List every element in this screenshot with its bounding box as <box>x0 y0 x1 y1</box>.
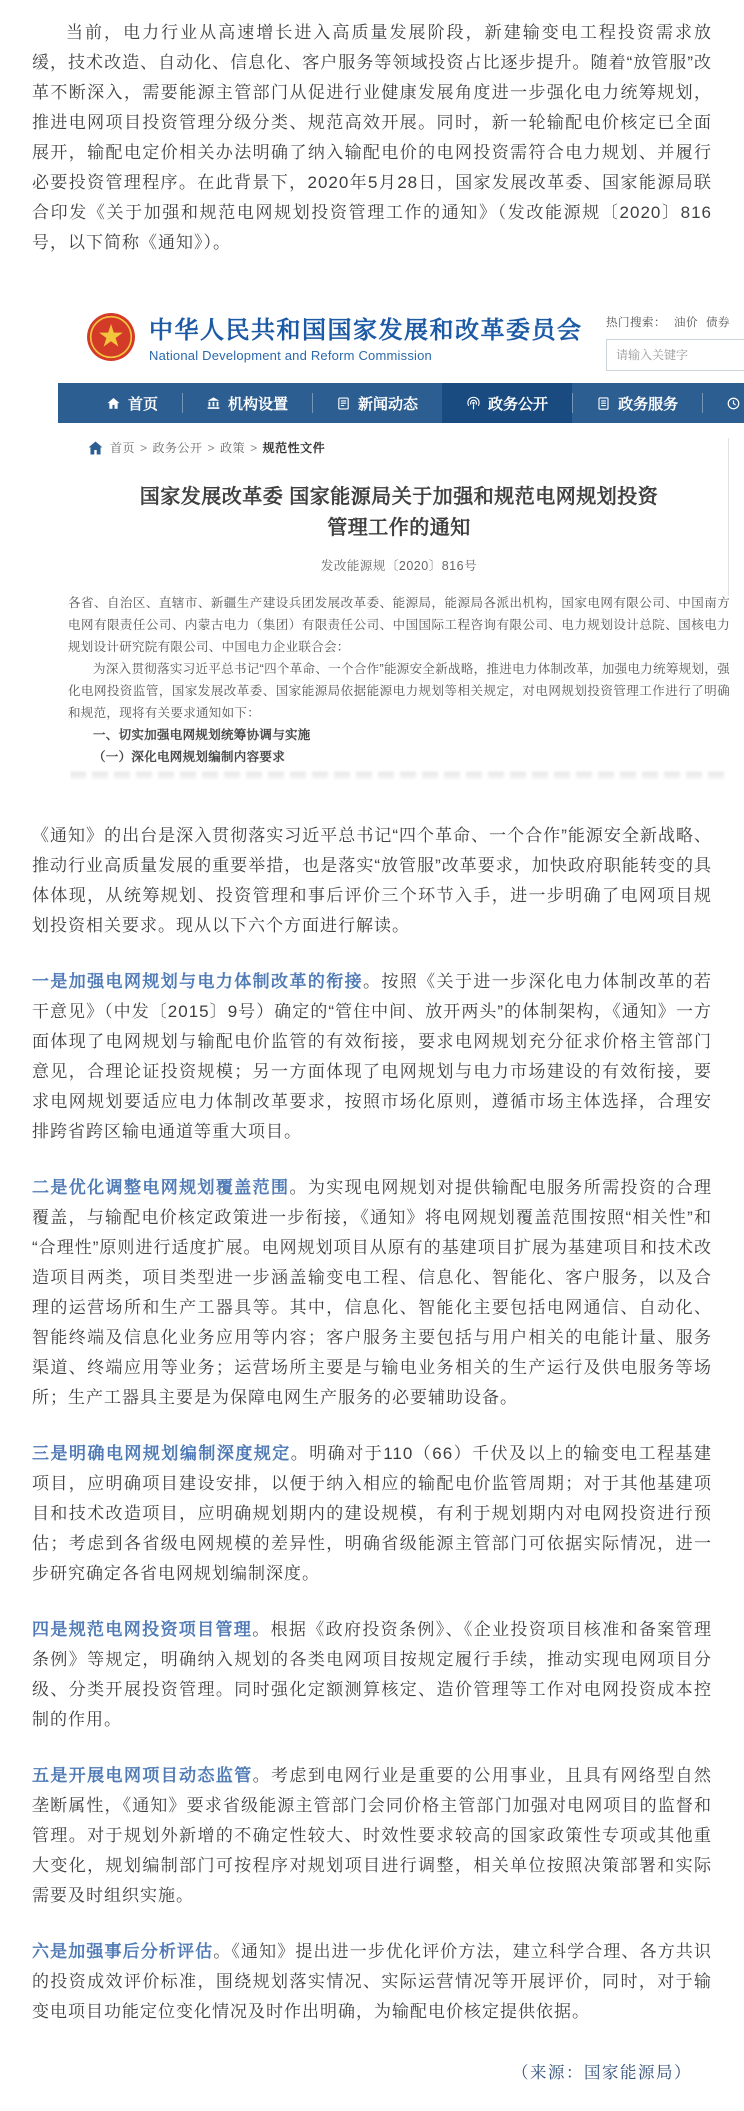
content-divider <box>728 438 729 596</box>
doc-recipients: 各省、自治区、直辖市、新疆生产建设兵团发展改革委、能源局，能源局各派出机构，国家电网有限公司、中国南方电网有限责任公司、内蒙古电力（集团）有限责任公司、中国国际工程咨询有限公司、电力规划设计总院、国核电力规划设计研究院有限公司、中国电力企业联合会： <box>68 596 730 654</box>
interpretation-paragraph-7: 六是加强事后分析评估。《通知》提出进一步优化评价方法，建立科学合理、各方共识的投资成效评价标准，围绕规划落实情况、实际运营情况等开展评价，同时，对于输变电项目功能定位变化情况及时作出明确，为输配电价核定提供依据。 <box>32 1942 713 2021</box>
breadcrumb-separator: > <box>250 440 258 455</box>
nav-item-label: 政务服务 <box>618 395 679 413</box>
hot-search-label: 热门搜索： <box>606 317 666 329</box>
news-icon <box>336 396 351 411</box>
interpretation-paragraph-1: 《通知》的出台是深入贯彻落实习近平总书记“四个革命、一个合作”能源安全新战略、推动行业高质量发展的重要举措，也是落实“放管服”改革要求，加快政府职能转变的具体体现，从统筹规划、投资管理和事后评价三个环节入手，进一步明确了电网项目规划投资相关要求。现从以下六个方面进行解读。 <box>32 826 712 935</box>
paragraph-lead-heading: 四是规范电网投资项目管理 <box>32 1620 253 1639</box>
notice-document <box>58 466 744 783</box>
site-title-en: National Development and Reform Commission <box>149 348 432 363</box>
main-nav <box>58 383 744 423</box>
site-brand <box>149 310 583 363</box>
breadcrumb-current: 规范性文件 <box>262 441 326 455</box>
paragraph-lead-heading: 三是明确电网规划编制深度规定 <box>32 1444 291 1463</box>
paragraph-lead-heading: 二是优化调整电网规划覆盖范围 <box>32 1178 290 1197</box>
doc-title: 国家发展改革委 国家能源局关于加强和规范电网规划投资管理工作的通知 <box>139 486 659 539</box>
nav-item-more[interactable] <box>702 383 744 423</box>
breadcrumb-link[interactable]: 首页 <box>110 441 136 455</box>
paragraph-lead-heading: 一是加强电网规划与电力体制改革的衔接 <box>32 972 363 991</box>
ndrc-site-screenshot <box>58 286 744 783</box>
paragraph-lead-heading: 六是加强事后分析评估 <box>32 1942 214 1961</box>
breadcrumb-separator: > <box>207 440 216 455</box>
breadcrumb <box>58 423 744 466</box>
nav-item-org[interactable] <box>182 383 312 423</box>
nav-item-service[interactable] <box>572 383 702 423</box>
hot-search-term[interactable]: 油价 <box>674 317 698 329</box>
doc-section-heading-1: 一、切实加强电网规划统筹协调与实施 <box>93 728 311 742</box>
clock-icon <box>726 396 741 411</box>
interpretation-paragraph-5: 四是规范电网投资项目管理。根据《政府投资条例》、《企业投资项目核准和备案管理条例》等规定，明确纳入规划的各类电网项目按规定履行手续，推动实现电网项目分级、分类开展投资管理。同时强化定额测算核定、造价管理等工作对电网投资成本控制的作用。 <box>32 1620 713 1729</box>
interpretation-paragraph-6: 五是开展电网项目动态监管。考虑到电网行业是重要的公用事业，且具有网络型自然垄断属性，《通知》要求省级能源主管部门会同价格主管部门加强对电网项目的监督和管理。对于规划外新增的不确定性较大、时效性要求较高的国家政策性专项或其他重大变化，规划编制部门可按程序对规划项目进行调整，相关单位按照决策部署和实际需要及时组织实施。 <box>32 1766 713 1905</box>
hot-search <box>606 314 744 330</box>
breadcrumb-separator: > <box>140 440 148 455</box>
institution-icon <box>206 396 221 411</box>
breadcrumb-link[interactable]: 政务公开 <box>152 441 203 455</box>
doc-section-heading-2: （一）深化电网规划编制内容要求 <box>93 750 286 764</box>
nav-item-label: 机构设置 <box>228 395 289 413</box>
home-icon <box>106 396 121 411</box>
service-icon <box>596 396 611 411</box>
header-search-area <box>606 314 744 371</box>
nav-item-label: 政务公开 <box>488 395 549 413</box>
interpretation-section <box>32 821 712 2027</box>
paragraph-lead-heading: 五是开展电网项目动态监管 <box>32 1766 253 1785</box>
site-title-cn: 中华人民共和国国家发展和改革委员会 <box>149 317 583 344</box>
nav-item-news[interactable] <box>312 383 442 423</box>
hot-search-term[interactable]: 债券 <box>706 317 730 329</box>
faded-text-line <box>70 770 728 783</box>
site-header <box>58 286 744 375</box>
interpretation-paragraph-2: 一是加强电网规划与电力体制改革的衔接。按照《关于进一步深化电力体制改革的若干意见》（中发〔2015〕9号）确定的“管住中间、放开两头”的体制架构，《通知》一方面体现了电网规划与输配电价监管的有效衔接，要求电网规划充分征求价格主管部门意见，合理论证投资规模；另一方面体现了电网规划与电力市场建设的有效衔接，要求电网规划要适应电力体制改革要求，按照市场化原则，遵循市场主体选择，合理安排跨省跨区输电通道等重大项目。 <box>32 972 712 1141</box>
home-icon <box>88 441 103 455</box>
national-emblem-logo <box>86 312 136 362</box>
doc-number: 发改能源规〔2020〕816号 <box>320 559 478 573</box>
doc-body-paragraph: 为深入贯彻落实习近平总书记“四个革命、一个合作”能源安全新战略，推进电力体制改革，加强电力统筹规划，强化电网投资监管，国家发展改革委、国家能源局依据能源电力规划等相关规定，对电网规划投资管理工作进行了明确和规范，现将有关要求通知如下： <box>68 662 730 720</box>
nav-item-disclosure[interactable] <box>442 383 572 423</box>
disclosure-icon <box>466 396 481 411</box>
source-attribution: （来源：国家能源局） <box>512 2064 692 2082</box>
breadcrumb-link[interactable]: 政策 <box>220 441 246 455</box>
nav-item-label: 新闻动态 <box>358 395 419 413</box>
intro-paragraph: 当前，电力行业从高速增长进入高质量发展阶段，新建输变电工程投资需求放缓，技术改造、自动化、信息化、客户服务等领域投资占比逐步提升。随着“放管服”改革不断深入，需要能源主管部门从促进行业健康发展角度进一步强化电力统筹规划，推进电网项目投资管理分级分类、规范高效开展。同时，新一轮输配电价核定已全面展开，输配电定价相关办法明确了纳入输配电价的电网投资需符合电力规划、并履行必要投资管理程序。在此背景下，2020年5月28日，国家发展改革委、国家能源局联合印发《关于加强和规范电网规划投资管理工作的通知》（发改能源规〔2020〕816号，以下简称《通知》）。 <box>32 23 712 252</box>
search-input[interactable] <box>606 339 744 371</box>
interpretation-paragraph-3: 二是优化调整电网规划覆盖范围。为实现电网规划对提供输配电服务所需投资的合理覆盖，与输配电价核定政策进一步衔接，《通知》将电网规划覆盖范围按照“相关性”和“合理性”原则进行适度扩展。电网规划项目从原有的基建项目扩展为基建项目和技术改造项目两类，项目类型进一步涵盖输变电工程、信息化、智能化、客户服务，以及合理的运营场所和生产工器具等。其中，信息化、智能化主要包括电网通信、自动化、智能终端及信息化业务应用等内容；客户服务主要包括与用户相关的电能计量、服务渠道、终端应用等业务；运营场所主要是与输电业务相关的生产运行及供电服务等场所；生产工器具主要是为保障电网生产服务的必要辅助设备。 <box>32 1178 713 1407</box>
nav-item-home[interactable] <box>82 383 182 423</box>
nav-item-label: 首页 <box>128 395 159 413</box>
interpretation-paragraph-4: 三是明确电网规划编制深度规定。明确对于110（66）千伏及以上的输变电工程基建项目，应明确项目建设安排，以便于纳入相应的输配电价监管周期；对于其他基建项目和技术改造项目，应明确规划期内的建设规模，有利于规划期内对电网投资进行预估；考虑到各省级电网规模的差异性，明确省级能源主管部门可依据实际情况，进一步研究确定各省电网规划编制深度。 <box>32 1444 712 1583</box>
breadcrumb-items <box>110 439 325 456</box>
